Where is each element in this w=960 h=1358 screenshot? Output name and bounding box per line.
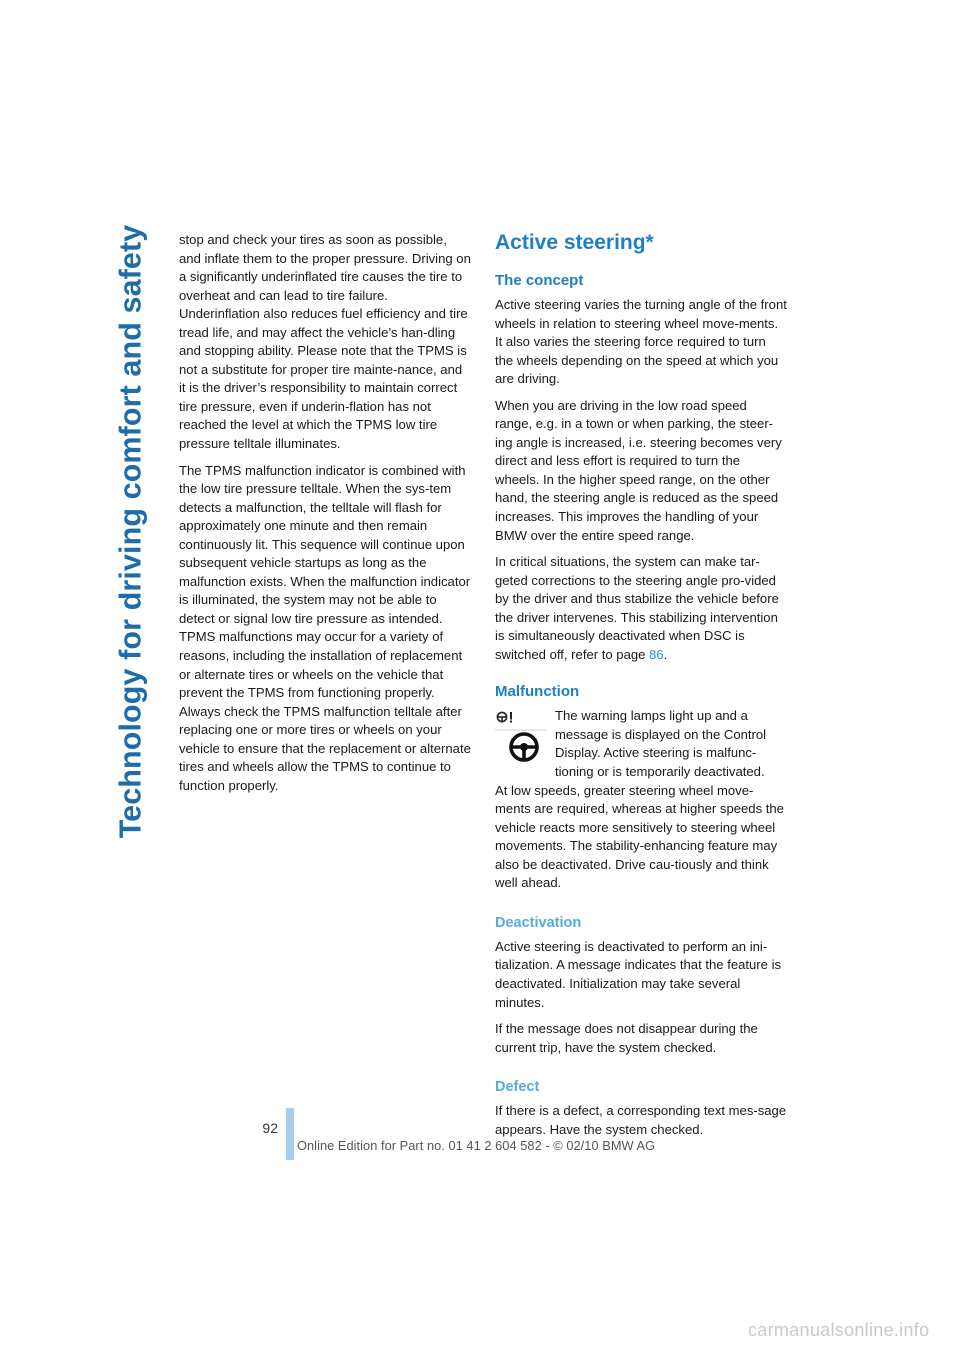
watermark-text: carmanualsonline.info [748,1320,930,1340]
left-column [179,231,471,803]
page-reference-link[interactable]: 86 [649,646,664,662]
steering-warning-icon [495,709,547,765]
footer-accent-bar [286,1108,294,1160]
subheading-malfunction: Malfunction [495,683,580,701]
paragraph-concept-1: Active steering varies the turning angle of the front wheels in relation to steering wheel move-ments. It also varies the steering force required to turn the wheels depending on the speed at which you are driving. [495,297,787,387]
paragraph-malfunction-2: At low speeds, greater steering wheel move-ments are required, whereas at higher speeds the vehicle reacts more sensitively to steering wheel movements. The stability-enhancing feature may also be deactivated. Drive cau-tiously and think well ahead. [495,782,784,891]
malfunction-warning-text: The warning lamps light up and a message is displayed on the Control Display. Active steering is malfunc-tioning or is temporarily deactivated. [555,708,767,780]
section-heading-active-steering: Active steering* [495,231,654,254]
paragraph-tpms-malfunction: The TPMS malfunction indicator is combined with the low tire pressure telltale. When the sys-tem detects a malfunction, the telltale will flash for approximately one minute and then remain continuously lit. This sequence will continue upon subsequent vehicle startups as long as the malfunction exists. When the malfunction indicator is illuminated, the system may not be able to detect or signal low tire pressure as intended. TPMS malfunctions may occur for a variety of reasons, including the installation of replacement or alternate tires or wheels on the vehicle that prevent the TPMS from functioning properly. Always check the TPMS malfunction telltale after replacing one or more tires or wheels on your vehicle to ensure that the replacement or alternate tires and wheels allow the TPMS to continue to function properly. [179,462,471,793]
paragraph-deactivation-1: Active steering is deactivated to perform an ini-tialization. A message indicates that the feature is deactivated. Initialization may take several minutes. [495,938,782,1010]
paragraph-tire-underinflation: stop and check your tires as soon as possible, and inflate them to the proper pressure. Driving on a significantly underinflated tire causes the tire to overheat and can lead to tire failure. Underinflation also reduces fuel efficiency and tire tread life, and may affect the vehicle’s han-dling and stopping ability. Please note that the TPMS is not a substitute for proper tire mainte-nance, and it is the driver’s responsibility to maintain correct tire pressure, even if underin-flation has not reached the level at which the TPMS low tire pressure telltale illuminates. [179,232,471,452]
paragraph-deactivation-2: If the message does not disappear during the current trip, have the system checked. [495,1021,758,1055]
subheading-deactivation: Deactivation [495,914,582,931]
page-number: 92 [262,1120,278,1136]
footer-edition-text: Online Edition for Part no. 01 41 2 604 582 - © 02/10 BMW AG [297,1138,656,1153]
paragraph-concept-3 [495,553,787,664]
paragraph-defect-1: If there is a defect, a corresponding text mes-sage appears. Have the system checked. [495,1103,787,1137]
subheading-defect: Defect [495,1079,540,1096]
right-column [495,231,787,1147]
malfunction-warning-block [495,707,787,781]
side-section-title [106,224,156,838]
paragraph-concept-3-end: . [663,646,668,662]
paragraph-concept-2: When you are driving in the low road speed range, e.g. in a town or when parking, the steer-ing angle is increased, i.e. steering becomes very direct and less effort is required to turn the wheels. In the higher speed range, on the other hand, the steering angle is reduced as the speed increases. This improves the handling of your BMW over the entire speed range. [495,397,782,543]
subheading-the-concept: The concept [495,272,584,289]
paragraph-concept-3-text: In critical situations, the system can make tar-geted corrections to the steering angle pro-vided by the driver and thus stabilize the vehicle before the driver intervenes. This stabilizing intervention is simultaneously deactivated when DSC is switched off, refer to page [495,554,779,662]
side-title-text: Technology for driving comfort and safety [113,224,148,838]
